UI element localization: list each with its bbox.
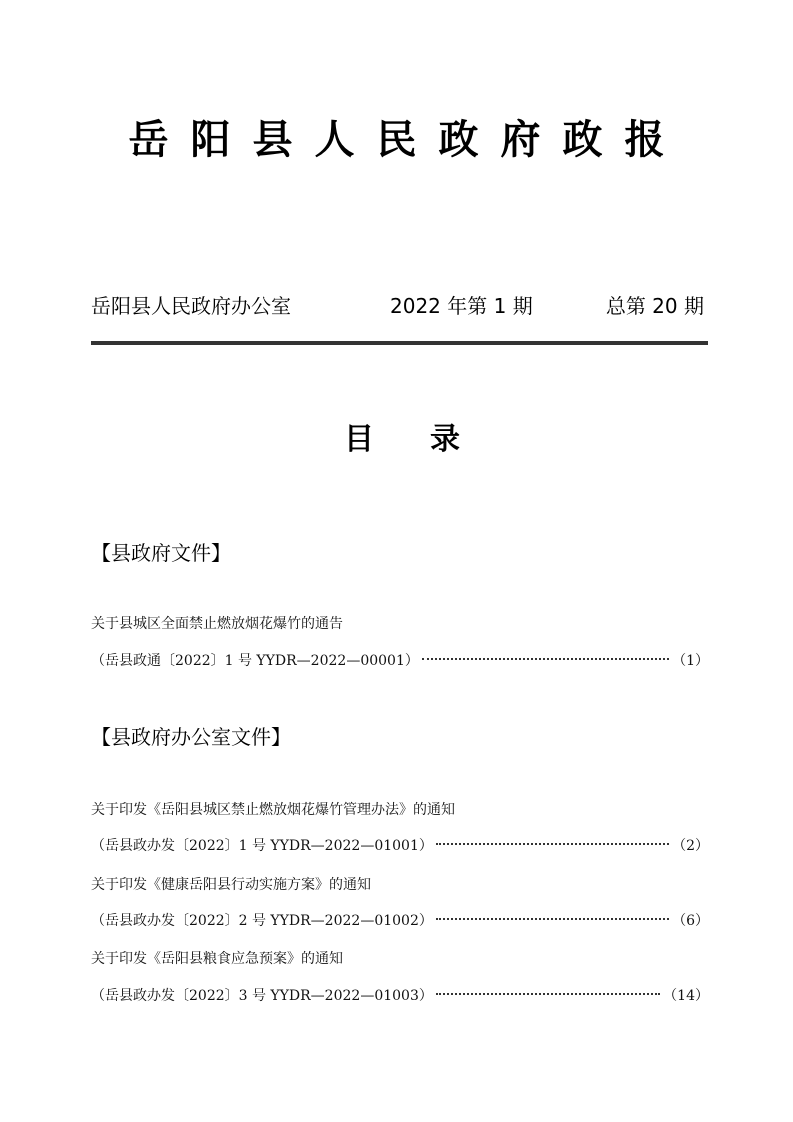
dot-leader (436, 918, 669, 920)
dot-leader (436, 843, 669, 845)
toc-entry-page: （1） (672, 653, 709, 669)
toc-heading (344, 414, 460, 458)
toc-entry-title[interactable]: 关于县城区全面禁止燃放烟花爆竹的通告 (91, 616, 343, 632)
toc-entry-doc-number: （岳县政办发〔2022〕3 号 YYDR—2022—01003） (91, 988, 433, 1004)
toc-entry-reference[interactable] (91, 835, 709, 855)
toc-entry-doc-number: （岳县政办发〔2022〕2 号 YYDR—2022—01002） (91, 913, 433, 929)
header-divider (91, 341, 708, 345)
section-heading-county-gov-office: 【县政府办公室文件】 (91, 725, 291, 749)
issue-number: 2022 年第 1 期 (390, 294, 533, 318)
toc-entry-title[interactable]: 关于印发《岳阳县城区禁止燃放烟花爆竹管理办法》的通知 (91, 802, 455, 818)
toc-entry-reference[interactable] (91, 985, 709, 1005)
section-heading-county-gov: 【县政府文件】 (91, 541, 231, 565)
issue-info-row (91, 290, 708, 318)
toc-entry-page: （14） (663, 988, 709, 1004)
toc-entry-title[interactable]: 关于印发《健康岳阳县行动实施方案》的通知 (91, 877, 371, 893)
toc-entry-page: （6） (672, 913, 709, 929)
toc-heading-char-2: 录 (430, 422, 460, 457)
masthead-title: 岳阳县人民政府政报 (128, 117, 687, 163)
toc-heading-char-1: 目 (344, 422, 374, 457)
toc-entry-doc-number: （岳县政通〔2022〕1 号 YYDR—2022—00001） (91, 653, 419, 669)
toc-entry-page: （2） (672, 838, 709, 854)
toc-entry-reference[interactable] (91, 650, 709, 670)
toc-entry-title[interactable]: 关于印发《岳阳县粮食应急预案》的通知 (91, 951, 343, 967)
total-issue-number: 总第 20 期 (605, 294, 704, 318)
toc-entry-doc-number: （岳县政办发〔2022〕1 号 YYDR—2022—01001） (91, 838, 433, 854)
dot-leader (436, 993, 660, 995)
dot-leader (422, 658, 669, 660)
toc-entry-reference[interactable] (91, 910, 709, 930)
issuing-office: 岳阳县人民政府办公室 (91, 294, 291, 318)
